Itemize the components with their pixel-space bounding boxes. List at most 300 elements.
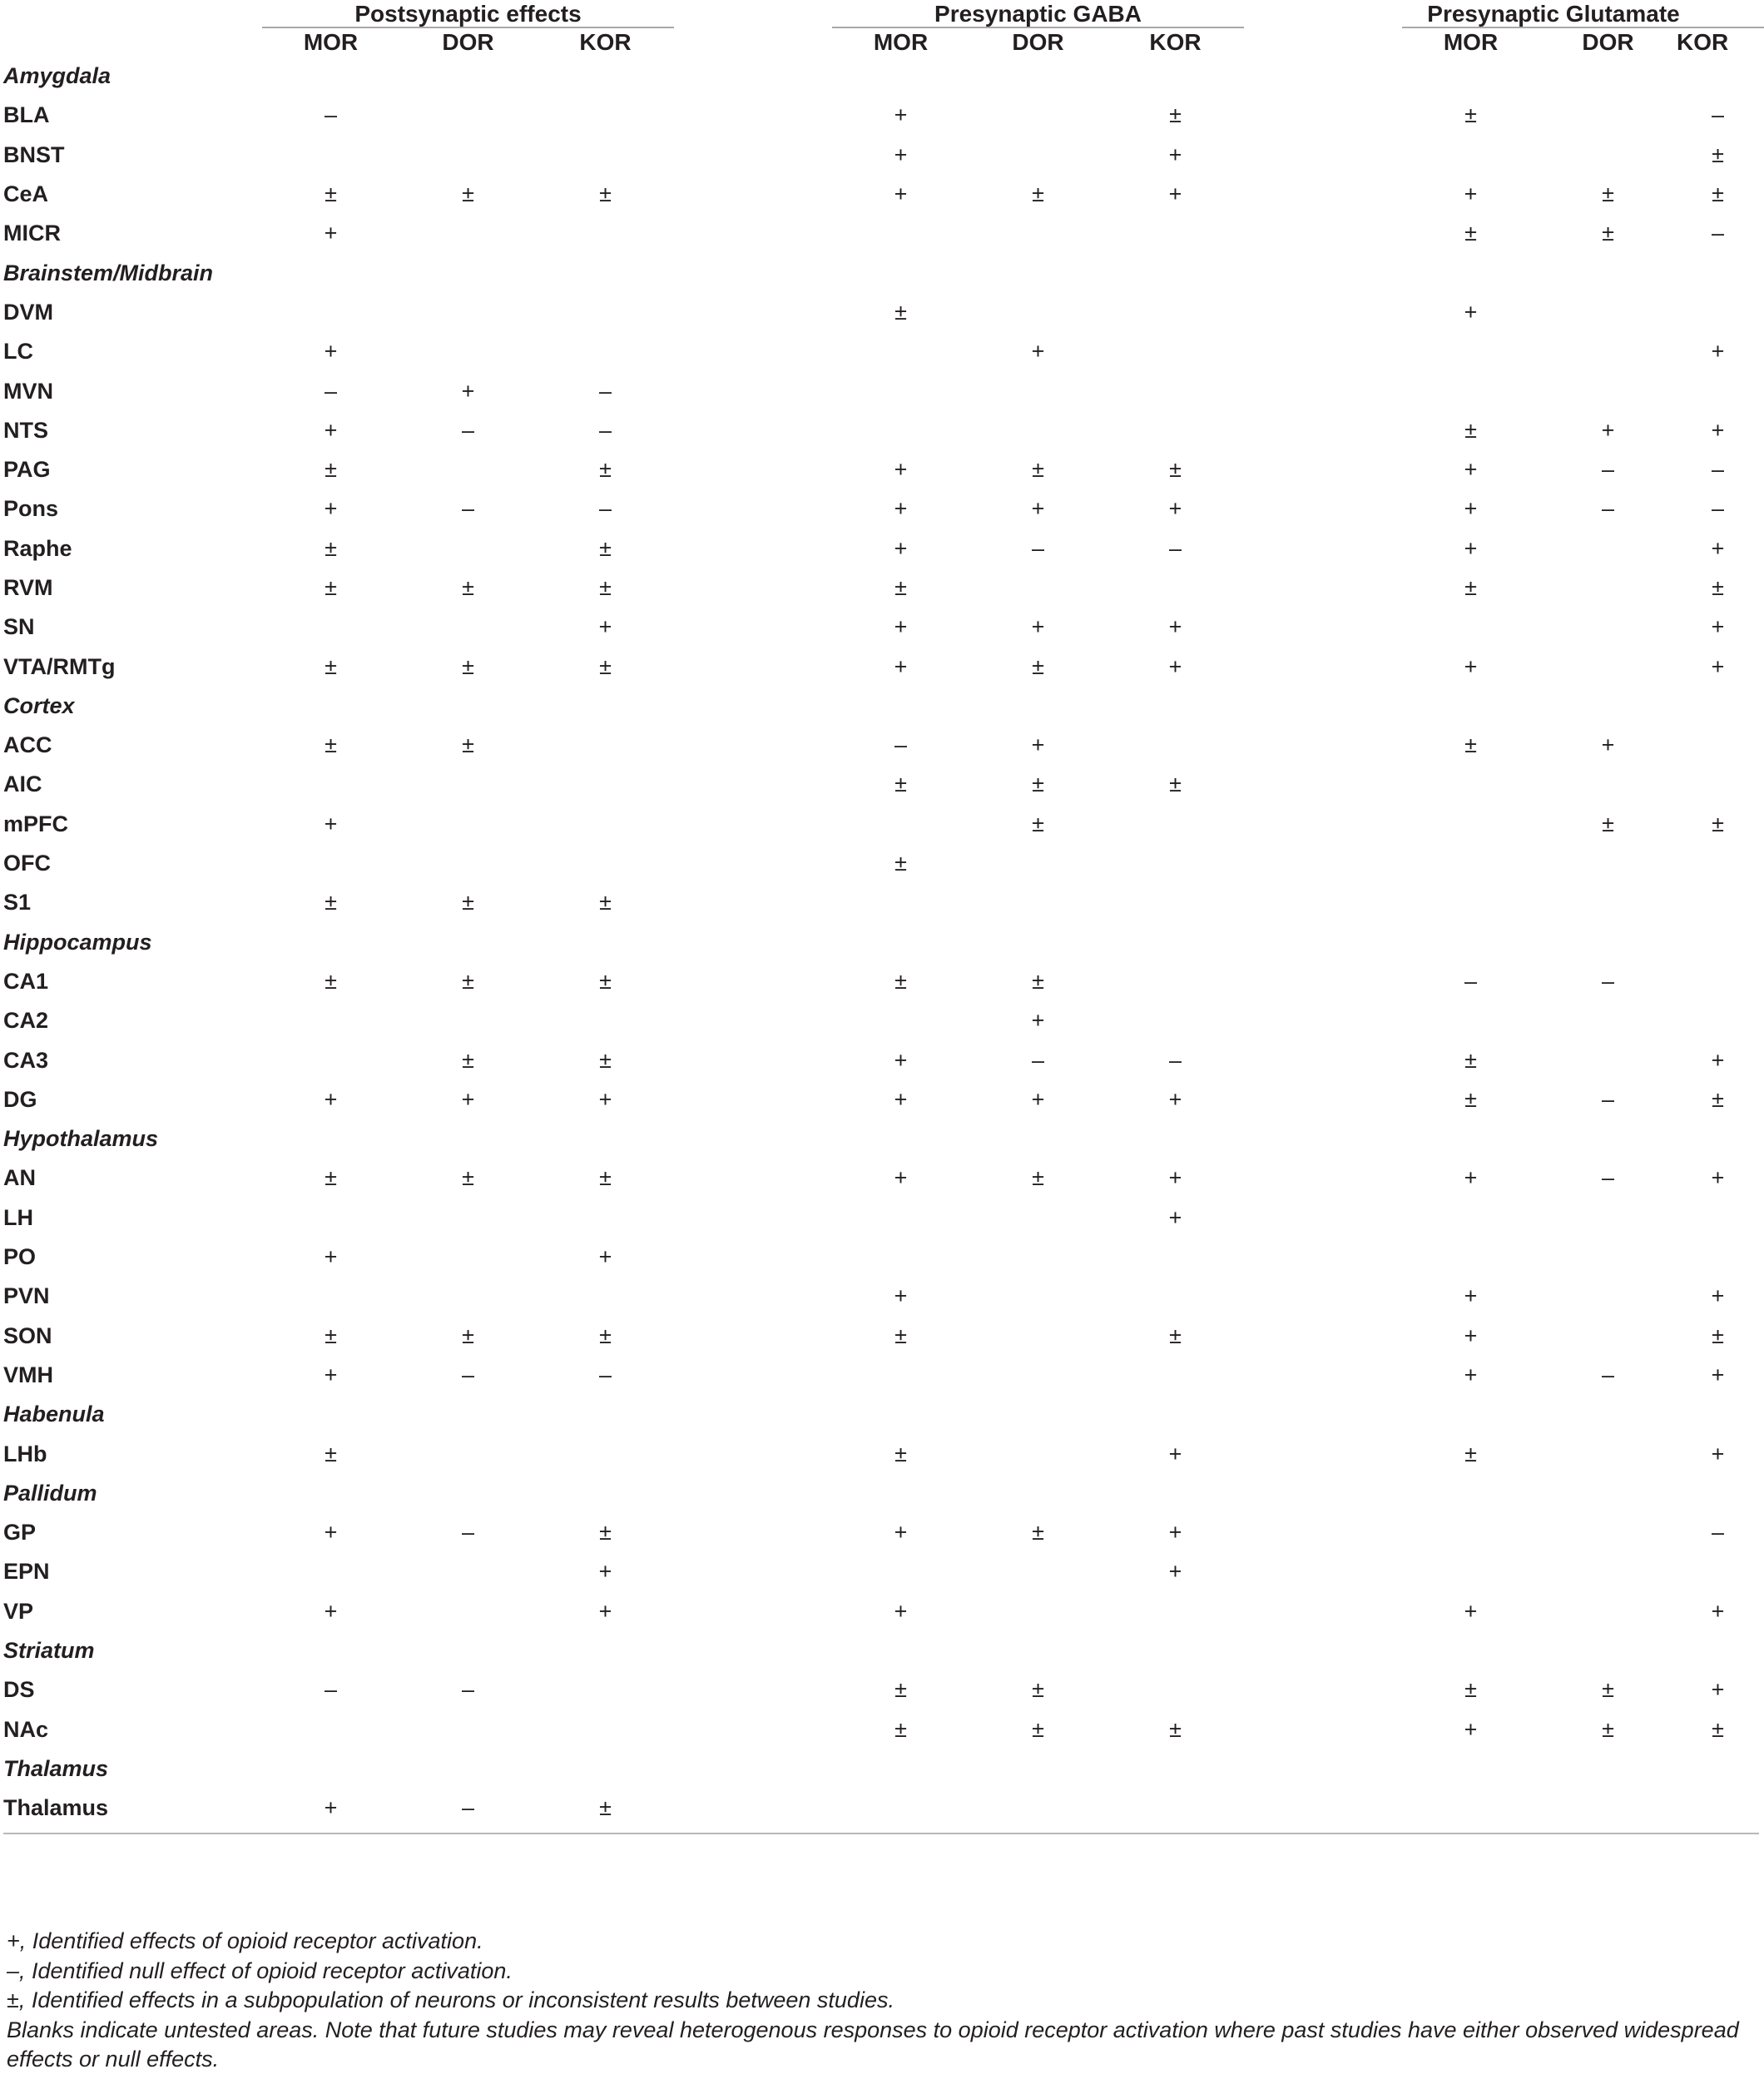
cell-post-mor [262, 293, 399, 332]
cell-glut-kor: ± [1712, 811, 1724, 836]
cell-post-dor: – [461, 417, 475, 443]
category-row [3, 1474, 1759, 1513]
cell-gaba-kor: + [1168, 1204, 1182, 1230]
cell-post-mor [262, 1277, 399, 1316]
cell-gaba-mor [832, 332, 969, 371]
column-spacer [1244, 96, 1402, 135]
cell-gaba-mor [832, 1789, 969, 1833]
cell-post-dor: – [461, 1520, 475, 1546]
cell-glut-mor: + [1464, 1716, 1478, 1742]
column-spacer [674, 1001, 832, 1040]
cell-gaba-kor: + [1168, 496, 1182, 522]
cell-post-kor: + [598, 1244, 612, 1270]
cell-gaba-dor: – [1032, 535, 1045, 561]
cell-post-mor: ± [325, 653, 337, 679]
column-spacer [1244, 411, 1402, 450]
cell-glut-dor [1539, 1552, 1677, 1591]
category-row [3, 923, 1759, 962]
region-label: CA3 [3, 1047, 49, 1073]
cell-gaba-mor: ± [894, 1322, 907, 1348]
region-label: LHb [3, 1441, 47, 1466]
cell-gaba-dor: ± [1032, 811, 1044, 836]
table-row [3, 1001, 1759, 1040]
cell-glut-kor [1677, 293, 1759, 332]
cell-post-mor: + [324, 1086, 338, 1112]
cell-post-mor: – [324, 102, 338, 128]
cell-gaba-mor: + [894, 1086, 908, 1112]
region-label: PO [3, 1244, 37, 1270]
column-spacer [674, 214, 832, 253]
cell-gaba-mor: + [894, 614, 908, 640]
category-label: Brainstem/Midbrain [3, 260, 214, 285]
cell-gaba-mor [832, 883, 969, 922]
cell-glut-dor [1539, 1001, 1677, 1040]
category-label: Habenula [3, 1402, 105, 1427]
column-spacer [674, 1080, 832, 1119]
column-spacer [1244, 1040, 1402, 1079]
col-header-dor: DOR [1582, 29, 1634, 55]
category-row [3, 57, 1759, 96]
cell-glut-mor: + [1464, 1165, 1478, 1191]
cell-gaba-dor [969, 1552, 1107, 1591]
cell-gaba-mor [832, 1552, 969, 1591]
table-footnotes [7, 1927, 1756, 2075]
cell-post-kor [537, 1198, 674, 1238]
table-row [3, 175, 1759, 214]
cell-post-dor: ± [462, 1322, 474, 1348]
cell-glut-mor: ± [1464, 417, 1477, 443]
cell-gaba-mor: + [894, 1598, 908, 1624]
table-row [3, 1513, 1759, 1552]
cell-gaba-mor: ± [894, 1441, 907, 1466]
column-spacer [674, 883, 832, 922]
cell-gaba-dor [969, 1592, 1107, 1631]
table-row [3, 608, 1759, 647]
cell-glut-kor [1677, 765, 1759, 804]
category-row [3, 1749, 1759, 1789]
cell-post-mor: + [324, 811, 338, 836]
category-label: Pallidum [3, 1480, 97, 1506]
cell-gaba-dor: + [1031, 1086, 1045, 1112]
column-spacer [674, 844, 832, 883]
cell-glut-mor [1402, 844, 1539, 883]
cell-glut-dor: ± [1602, 181, 1614, 207]
cell-gaba-dor: ± [1032, 772, 1044, 797]
cell-glut-mor: + [1464, 653, 1478, 679]
column-spacer [674, 529, 832, 568]
cell-glut-kor: + [1711, 1283, 1725, 1309]
cell-glut-kor [1677, 1552, 1759, 1591]
cell-glut-mor: ± [1464, 1441, 1477, 1466]
region-label: RVM [3, 575, 53, 600]
cell-glut-dor [1539, 136, 1677, 175]
cell-gaba-dor [969, 214, 1107, 253]
cell-post-mor [262, 608, 399, 647]
cell-glut-dor [1539, 1040, 1677, 1079]
cell-gaba-dor [969, 1356, 1107, 1395]
cell-glut-dor [1539, 96, 1677, 135]
cell-gaba-mor: + [894, 457, 908, 483]
cell-glut-dor: ± [1602, 811, 1614, 836]
cell-post-dor [399, 1592, 537, 1631]
column-spacer [674, 1356, 832, 1395]
cell-gaba-dor: + [1031, 1008, 1045, 1034]
subcolumn-header-row [3, 28, 1759, 57]
cell-post-dor [399, 214, 537, 253]
col-header-kor: KOR [579, 29, 632, 55]
cell-glut-mor [1402, 1552, 1539, 1591]
table-row [3, 1159, 1759, 1198]
cell-post-kor: ± [599, 535, 612, 561]
footnote-plusminus: ±, Identified effects in a subpopulation of neurons or inconsistent results between studies. [7, 1987, 894, 2012]
column-spacer [1244, 1238, 1402, 1277]
cell-gaba-dor: ± [1032, 1716, 1044, 1742]
cell-gaba-kor: ± [1169, 457, 1182, 483]
cell-post-kor [537, 805, 674, 844]
cell-post-mor: ± [325, 890, 337, 915]
cell-post-dor [399, 608, 537, 647]
table-row [3, 1789, 1759, 1833]
region-label: PVN [3, 1283, 50, 1309]
table-row [3, 1670, 1759, 1709]
cell-post-dor: ± [462, 181, 474, 207]
cell-post-kor [537, 136, 674, 175]
cell-glut-dor [1539, 529, 1677, 568]
cell-gaba-kor: ± [1169, 1322, 1182, 1348]
cell-post-dor: ± [462, 732, 474, 758]
category-label: Hypothalamus [3, 1126, 159, 1152]
cell-glut-mor [1402, 1198, 1539, 1238]
cell-gaba-kor: – [1169, 1047, 1182, 1073]
cell-glut-mor: ± [1464, 732, 1477, 758]
cell-gaba-dor [969, 883, 1107, 922]
region-label: OFC [3, 851, 51, 876]
group-header-postsynaptic: Postsynaptic effects [262, 0, 674, 28]
category-label: Cortex [3, 692, 75, 718]
column-spacer [1244, 1317, 1402, 1356]
column-spacer [1244, 805, 1402, 844]
cell-post-kor: ± [599, 653, 612, 679]
cell-gaba-kor: + [1168, 653, 1182, 679]
cell-glut-dor [1539, 1789, 1677, 1833]
cell-post-dor [399, 1552, 537, 1591]
cell-glut-dor [1539, 844, 1677, 883]
table-row [3, 1040, 1759, 1079]
column-spacer [1244, 1789, 1402, 1833]
cell-glut-dor [1539, 1238, 1677, 1277]
cell-gaba-mor [832, 371, 969, 410]
cell-gaba-mor: + [894, 1165, 908, 1191]
column-spacer [674, 765, 832, 804]
cell-post-dor [399, 529, 537, 568]
cell-gaba-kor: + [1168, 1165, 1182, 1191]
cell-glut-mor [1402, 608, 1539, 647]
region-label: SN [3, 614, 35, 640]
cell-glut-kor [1677, 1238, 1759, 1277]
category-row [3, 253, 1759, 292]
cell-glut-dor: ± [1602, 1677, 1614, 1703]
cell-glut-dor: – [1602, 457, 1615, 483]
column-spacer [1244, 1001, 1402, 1040]
cell-post-dor [399, 1238, 537, 1277]
column-spacer [1244, 1592, 1402, 1631]
column-spacer [1244, 1198, 1402, 1238]
column-spacer [674, 332, 832, 371]
column-spacer [1244, 214, 1402, 253]
cell-glut-mor [1402, 765, 1539, 804]
column-spacer [1244, 1670, 1402, 1709]
cell-gaba-mor: + [894, 1283, 908, 1309]
cell-gaba-kor: + [1168, 1086, 1182, 1112]
column-spacer [674, 805, 832, 844]
region-label: EPN [3, 1559, 50, 1585]
cell-glut-kor [1677, 844, 1759, 883]
column-spacer [1244, 726, 1402, 765]
cell-glut-dor: + [1601, 417, 1615, 443]
column-spacer [674, 1709, 832, 1749]
column-spacer [674, 1159, 832, 1198]
table-row [3, 765, 1759, 804]
cell-post-dor [399, 805, 537, 844]
cell-glut-kor: – [1712, 457, 1725, 483]
cell-post-dor: – [399, 1789, 537, 1833]
cell-glut-dor: – [1602, 1086, 1615, 1112]
column-spacer [674, 1513, 832, 1552]
cell-gaba-mor [832, 411, 969, 450]
cell-glut-mor [1402, 883, 1539, 922]
region-label: DVM [3, 299, 53, 325]
cell-post-mor [262, 1552, 399, 1591]
cell-post-dor: + [461, 378, 475, 404]
region-label: BLA [3, 102, 50, 128]
table-row [3, 883, 1759, 922]
cell-post-dor [399, 844, 537, 883]
cell-glut-mor [1402, 371, 1539, 410]
column-spacer [674, 1277, 832, 1316]
cell-post-dor: ± [462, 653, 474, 679]
cell-gaba-dor: ± [1032, 653, 1044, 679]
column-spacer [1244, 844, 1402, 883]
category-label: Hippocampus [3, 929, 152, 955]
cell-gaba-dor [969, 1317, 1107, 1356]
cell-glut-dor: ± [1602, 1716, 1614, 1742]
group-header-presynaptic-glutamate: Presynaptic Glutamate [1402, 0, 1759, 28]
group-header-row [3, 0, 1759, 28]
cell-glut-kor: + [1711, 1047, 1725, 1073]
cell-post-mor [262, 1709, 399, 1749]
column-spacer [674, 608, 832, 647]
cell-gaba-mor: ± [894, 1716, 907, 1742]
table-row [3, 1552, 1759, 1591]
cell-gaba-kor: + [1168, 1559, 1182, 1585]
cell-glut-kor: + [1711, 653, 1725, 679]
cell-glut-mor [1402, 136, 1539, 175]
cell-glut-dor: – [1602, 1362, 1615, 1387]
column-spacer [1244, 568, 1402, 608]
column-spacer [674, 1434, 832, 1473]
column-spacer [674, 1317, 832, 1356]
cell-gaba-dor [969, 1789, 1107, 1833]
cell-post-dor [399, 1277, 537, 1316]
region-label: CA1 [3, 968, 49, 994]
cell-glut-mor: + [1464, 299, 1478, 325]
column-spacer [674, 726, 832, 765]
cell-gaba-kor: – [1169, 535, 1182, 561]
table-row [3, 1592, 1759, 1631]
region-label: PAG [3, 457, 51, 483]
region-label: Pons [3, 496, 59, 522]
cell-glut-kor [1677, 1198, 1759, 1238]
cell-gaba-kor: + [1168, 1520, 1182, 1546]
column-spacer [1244, 1080, 1402, 1119]
column-spacer [1244, 1513, 1402, 1552]
cell-gaba-kor [1107, 371, 1244, 410]
cell-gaba-mor: ± [894, 299, 907, 325]
cell-glut-kor: ± [1712, 181, 1724, 207]
table-row [3, 214, 1759, 253]
cell-gaba-dor [969, 1198, 1107, 1238]
cell-glut-mor: ± [1464, 1086, 1477, 1112]
cell-glut-mor: + [1464, 1598, 1478, 1624]
cell-glut-mor: + [1464, 1322, 1478, 1348]
cell-gaba-kor [1107, 883, 1244, 922]
cell-glut-dor [1539, 332, 1677, 371]
cell-glut-kor [1677, 962, 1759, 1001]
cell-gaba-kor [1107, 1001, 1244, 1040]
category-row [3, 687, 1759, 726]
cell-post-mor: ± [325, 732, 337, 758]
cell-post-mor: + [324, 221, 338, 246]
cell-post-mor: ± [325, 535, 337, 561]
column-spacer [674, 1238, 832, 1277]
cell-post-mor: + [324, 496, 338, 522]
cell-post-kor [537, 765, 674, 804]
cell-glut-kor: – [1712, 102, 1725, 128]
cell-gaba-dor: ± [1032, 968, 1044, 994]
footnote-blanks: Blanks indicate untested areas. Note that future studies may reveal heterogenous responses to opioid receptor activation where past studies have either observed widespread effects or null effects. [7, 2017, 1739, 2072]
cell-post-kor [537, 1277, 674, 1316]
cell-gaba-dor [969, 568, 1107, 608]
column-spacer [1244, 175, 1402, 214]
cell-glut-dor [1539, 883, 1677, 922]
cell-gaba-kor [1107, 726, 1244, 765]
cell-glut-mor: ± [1464, 221, 1477, 246]
cell-post-kor [537, 332, 674, 371]
cell-post-mor [262, 1040, 399, 1079]
column-spacer [1244, 647, 1402, 686]
col-header-dor: DOR [1012, 29, 1064, 55]
cell-gaba-dor: ± [1032, 1520, 1044, 1546]
cell-post-kor [537, 293, 674, 332]
cell-gaba-dor: – [1032, 1047, 1045, 1073]
cell-glut-mor [1402, 1513, 1539, 1552]
column-spacer [674, 647, 832, 686]
region-label: MVN [3, 378, 53, 404]
footnote-plus: +, Identified effects of opioid receptor activation. [7, 1928, 483, 1953]
column-spacer [674, 136, 832, 175]
cell-gaba-kor: ± [1169, 102, 1182, 128]
cell-gaba-kor [1107, 844, 1244, 883]
region-label: Thalamus [3, 1789, 262, 1833]
cell-post-kor: ± [599, 1322, 612, 1348]
cell-post-kor: ± [599, 1520, 612, 1546]
footnote-minus: –, Identified null effect of opioid receptor activation. [7, 1958, 513, 1983]
table-row [3, 1238, 1759, 1277]
table-row [3, 489, 1759, 528]
table-row [3, 371, 1759, 410]
column-spacer [1244, 1434, 1402, 1473]
cell-gaba-kor [1107, 1670, 1244, 1709]
cell-post-dor: ± [462, 575, 474, 600]
table-row [3, 96, 1759, 135]
cell-glut-dor: ± [1602, 221, 1614, 246]
cell-post-kor: – [598, 417, 612, 443]
column-spacer [1244, 371, 1402, 410]
column-spacer [1244, 1159, 1402, 1198]
cell-glut-dor [1539, 1317, 1677, 1356]
cell-post-dor [399, 765, 537, 804]
cell-gaba-kor [1107, 1277, 1244, 1316]
region-label: NTS [3, 417, 48, 443]
category-row [3, 1631, 1759, 1670]
column-spacer [1244, 1277, 1402, 1316]
cell-post-mor: + [324, 1598, 338, 1624]
cell-glut-kor [1677, 1001, 1759, 1040]
cell-glut-mor [1402, 332, 1539, 371]
cell-post-kor [537, 726, 674, 765]
cell-gaba-mor: + [894, 102, 908, 128]
cell-post-dor: + [461, 1086, 475, 1112]
cell-glut-mor: + [1464, 1362, 1478, 1387]
cell-glut-mor: ± [1464, 102, 1477, 128]
cell-gaba-dor: + [1031, 496, 1045, 522]
cell-gaba-mor: ± [894, 772, 907, 797]
cell-gaba-mor: + [894, 1047, 908, 1073]
cell-post-dor: ± [462, 1047, 474, 1073]
cell-gaba-kor [1107, 805, 1244, 844]
cell-post-mor: ± [325, 1165, 337, 1191]
col-header-mor: MOR [1443, 29, 1499, 55]
cell-post-dor [399, 1434, 537, 1473]
cell-gaba-kor: + [1168, 614, 1182, 640]
cell-post-kor [537, 1670, 674, 1709]
cell-post-kor: ± [599, 1047, 612, 1073]
column-spacer [1244, 1552, 1402, 1591]
cell-glut-dor [1539, 293, 1677, 332]
cell-post-dor [399, 136, 537, 175]
cell-gaba-kor: + [1168, 1441, 1182, 1466]
cell-post-mor [262, 1001, 399, 1040]
cell-post-kor: ± [599, 181, 612, 207]
table-row [3, 726, 1759, 765]
region-label: DG [3, 1086, 37, 1112]
cell-glut-dor [1539, 568, 1677, 608]
table-row [3, 1080, 1759, 1119]
cell-glut-mor: ± [1464, 1677, 1477, 1703]
cell-post-kor: ± [537, 1789, 674, 1833]
cell-glut-mor: + [1464, 457, 1478, 483]
column-spacer [1244, 1356, 1402, 1395]
region-label: LC [3, 339, 33, 365]
table-row [3, 529, 1759, 568]
cell-gaba-mor [832, 1356, 969, 1395]
cell-gaba-mor: ± [894, 575, 907, 600]
cell-post-dor: ± [462, 968, 474, 994]
cell-post-mor: + [324, 1362, 338, 1387]
cell-glut-kor: – [1712, 1520, 1725, 1546]
cell-glut-kor: + [1711, 417, 1725, 443]
cell-glut-mor [1402, 1789, 1539, 1833]
